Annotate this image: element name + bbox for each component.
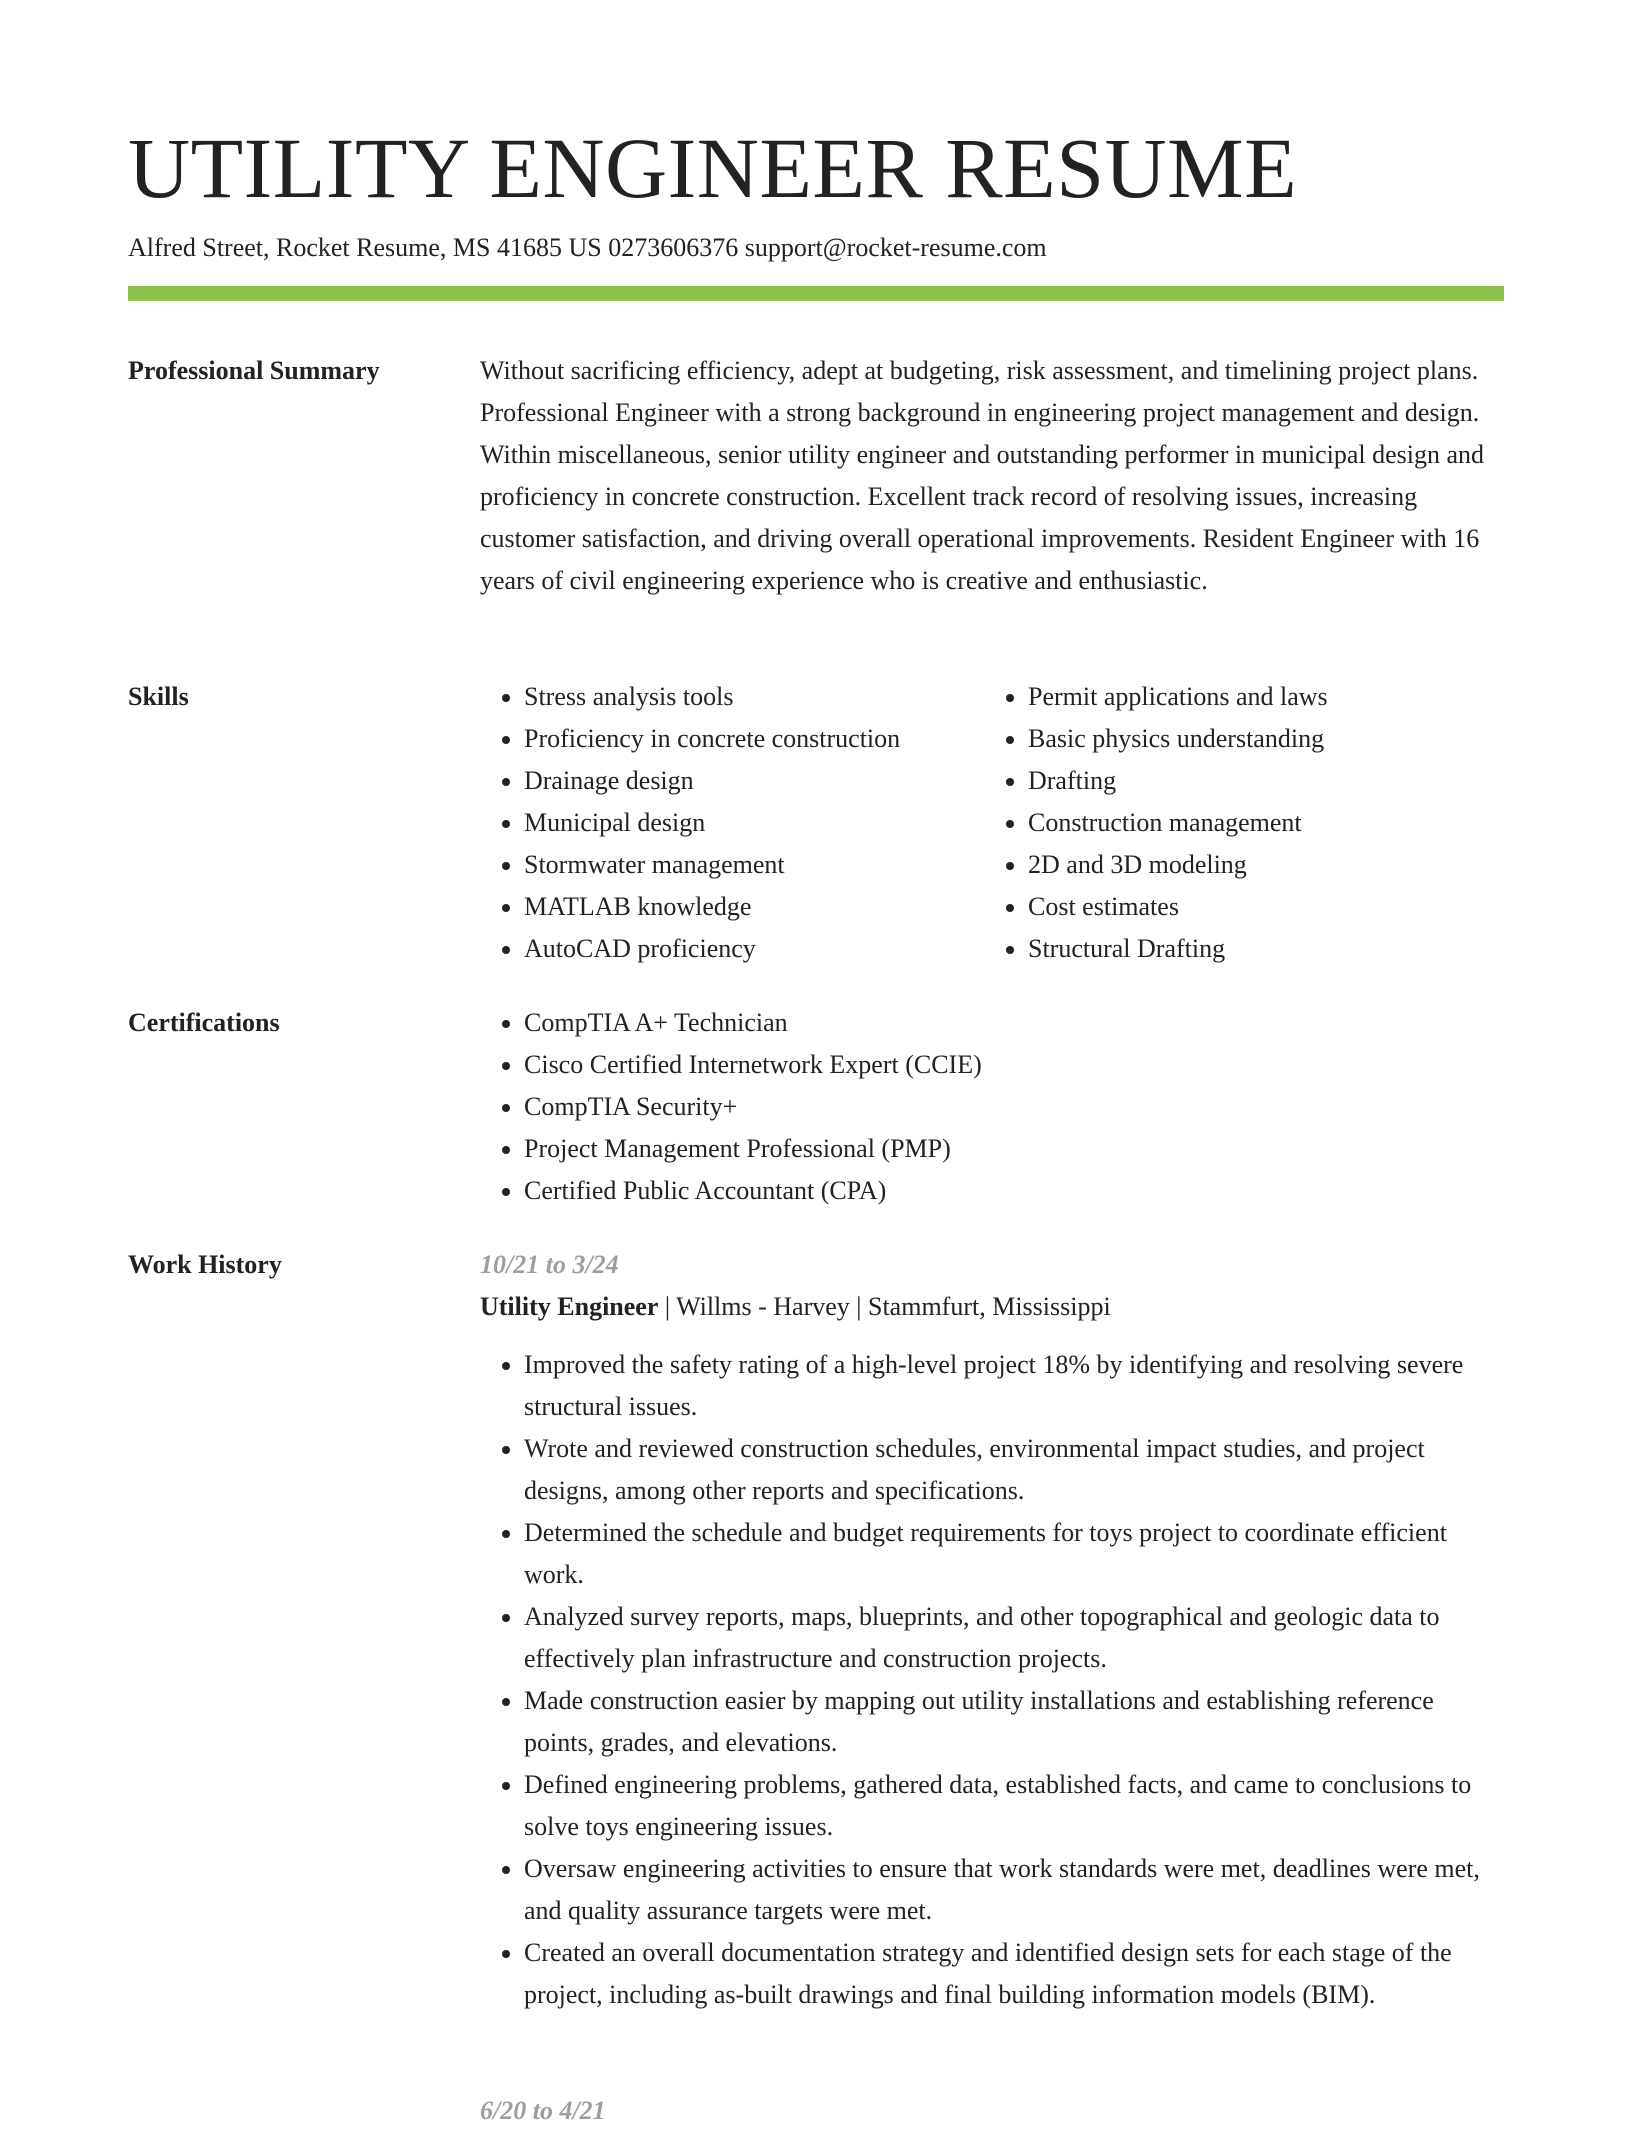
job-bullet: • Analyzed survey reports, maps, blueprints, and other topographical and geologic data to effectively plan infrastructure and construction projects. — [524, 1596, 1504, 1680]
certifications-body — [480, 1002, 1504, 1212]
job-bullet: • Oversaw engineering activities to ensure that work standards were met, deadlines were met, and quality assurance targets were met. — [524, 1848, 1504, 1932]
certification-item: • Cisco Certified Internetwork Expert (CCIE) — [524, 1044, 1504, 1086]
summary-body — [480, 350, 1504, 602]
skill-item: • 2D and 3D modeling — [1028, 844, 1488, 886]
certifications-list — [480, 1002, 1504, 1212]
job-bullet: • Determined the schedule and budget requirements for toys project to coordinate efficient work. — [524, 1512, 1504, 1596]
job-employer-location: | Willms - Harvey | Stammfurt, Mississippi — [658, 1292, 1111, 1321]
job-bullet: • Defined engineering problems, gathered data, established facts, and came to conclusions to solve toys engineering issues. — [524, 1764, 1504, 1848]
skill-item: • Basic physics understanding — [1028, 718, 1488, 760]
skill-item: • Municipal design — [524, 802, 984, 844]
job-bullet: • Made construction easier by mapping out utility installations and establishing reference points, grades, and elevations. — [524, 1680, 1504, 1764]
skill-item: • Proficiency in concrete construction — [524, 718, 984, 760]
work-history-heading: Work History — [128, 1250, 282, 1279]
work-history-body — [480, 1244, 1504, 2016]
summary-text: Without sacrificing efficiency, adept at budgeting, risk assessment, and timelining project plans. Professional Engineer with a strong background in engineering project management and design. Within miscellaneous, senior utility engineer and outstanding performer in municipal design and proficiency in concrete construction. Excellent track record of resolving issues, increasing customer satisfaction, and driving overall operational improvements. Resident Engineer with 16 years of civil engineering experience who is creative and enthusiastic. — [480, 356, 1485, 595]
skill-item: • Structural Drafting — [1028, 928, 1488, 970]
job-entry — [480, 1244, 1504, 2016]
job-dates: 6/20 to 4/21 — [480, 2096, 606, 2125]
certification-item: • CompTIA Security+ — [524, 1086, 1504, 1128]
job-bullet: • Wrote and reviewed construction schedules, environmental impact studies, and project designs, among other reports and specifications. — [524, 1428, 1504, 1512]
skills-list — [480, 676, 1504, 970]
skill-item: • AutoCAD proficiency — [524, 928, 984, 970]
skill-item: • Construction management — [1028, 802, 1488, 844]
skills-heading: Skills — [128, 682, 189, 711]
contact-line: Alfred Street, Rocket Resume, MS 41685 US 0273606376 support@rocket-resume.com — [128, 233, 1047, 262]
job-bullets — [480, 1344, 1504, 2016]
job-dates: 10/21 to 3/24 — [480, 1250, 619, 1279]
skill-item: • Stress analysis tools — [524, 676, 984, 718]
accent-divider — [128, 286, 1504, 301]
skill-item: • Cost estimates — [1028, 886, 1488, 928]
skills-column-2 — [984, 676, 1488, 970]
job-bullet: • Improved the safety rating of a high-level project 18% by identifying and resolving severe structural issues. — [524, 1344, 1504, 1428]
summary-heading: Professional Summary — [128, 356, 380, 385]
skill-item: • Drafting — [1028, 760, 1488, 802]
certification-item: • CompTIA A+ Technician — [524, 1002, 1504, 1044]
skill-item: • MATLAB knowledge — [524, 886, 984, 928]
skills-column-1 — [480, 676, 984, 970]
job-title: Utility Engineer — [480, 1292, 659, 1321]
skill-item: • Stormwater management — [524, 844, 984, 886]
job-heading — [480, 1286, 1504, 1328]
skill-item: • Permit applications and laws — [1028, 676, 1488, 718]
skill-item: • Drainage design — [524, 760, 984, 802]
job-bullet: • Created an overall documentation strategy and identified design sets for each stage of the project, including as-built drawings and final building information models (BIM). — [524, 1932, 1504, 2016]
certifications-heading: Certifications — [128, 1008, 280, 1037]
certification-item: • Project Management Professional (PMP) — [524, 1128, 1504, 1170]
certification-item: • Certified Public Accountant (CPA) — [524, 1170, 1504, 1212]
resume-title: UTILITY ENGINEER RESUME — [128, 120, 1298, 216]
